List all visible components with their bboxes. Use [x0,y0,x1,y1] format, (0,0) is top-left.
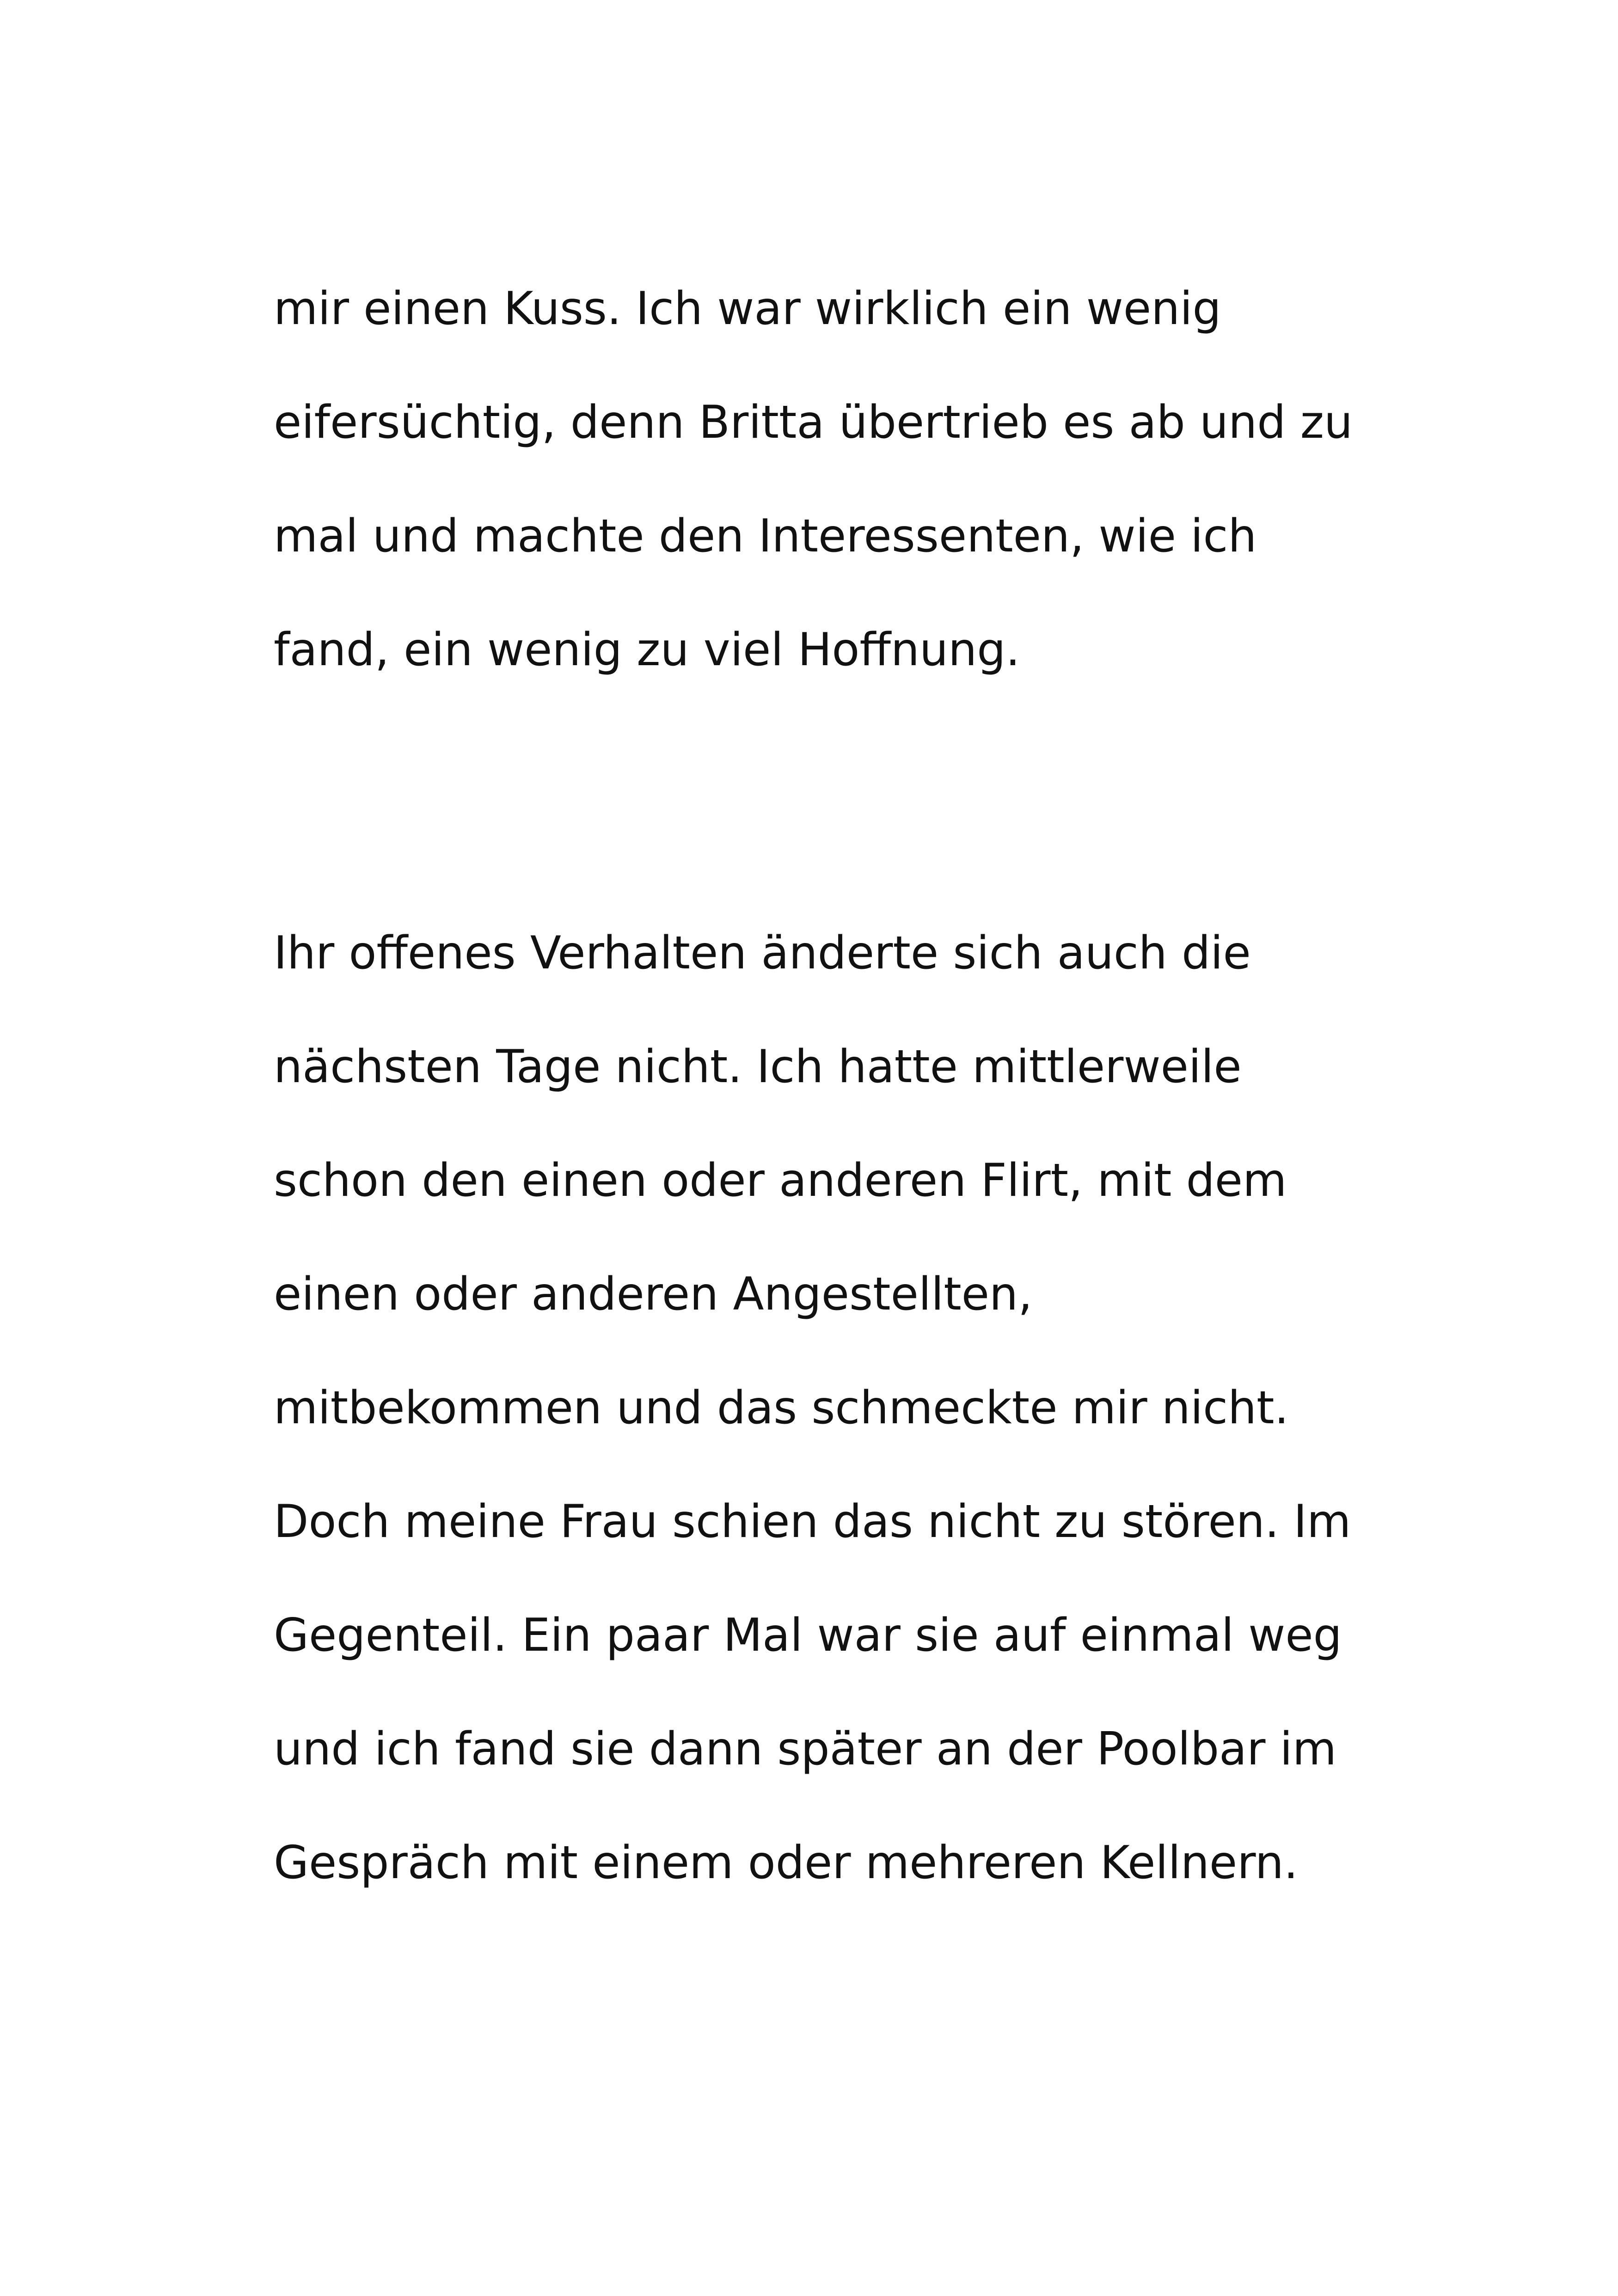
text-line: schon den einen oder anderen Flirt, mit dem [274,1154,1287,1207]
paragraph-1 [274,252,1383,707]
text-line: eifersüchtig, denn Britta übertrieb es ab und zu [274,396,1353,449]
text-line: einen oder anderen Angestellten, [274,1268,1033,1321]
text-line: mitbekommen und das schmeckte mir nicht. [274,1382,1289,1434]
text-line: Ihr offenes Verhalten änderte sich auch die [274,927,1251,980]
paragraph-2 [274,896,1383,1920]
text-line: mal und machte den Interessenten, wie ich [274,510,1257,563]
text-line: mir einen Kuss. Ich war wirklich ein wenig [274,282,1221,335]
text-line: Doch meine Frau schien das nicht zu stören. Im [274,1495,1351,1548]
text-line: und ich fand sie dann später an der Poolbar im [274,1723,1337,1776]
text-line: Gegenteil. Ein paar Mal war sie auf einmal weg [274,1609,1342,1662]
text-line: Gespräch mit einem oder mehreren Kellnern. [274,1837,1299,1889]
text-line: fand, ein wenig zu viel Hoffnung. [274,624,1020,676]
text-line: nächsten Tage nicht. Ich hatte mittlerweile [274,1041,1242,1093]
